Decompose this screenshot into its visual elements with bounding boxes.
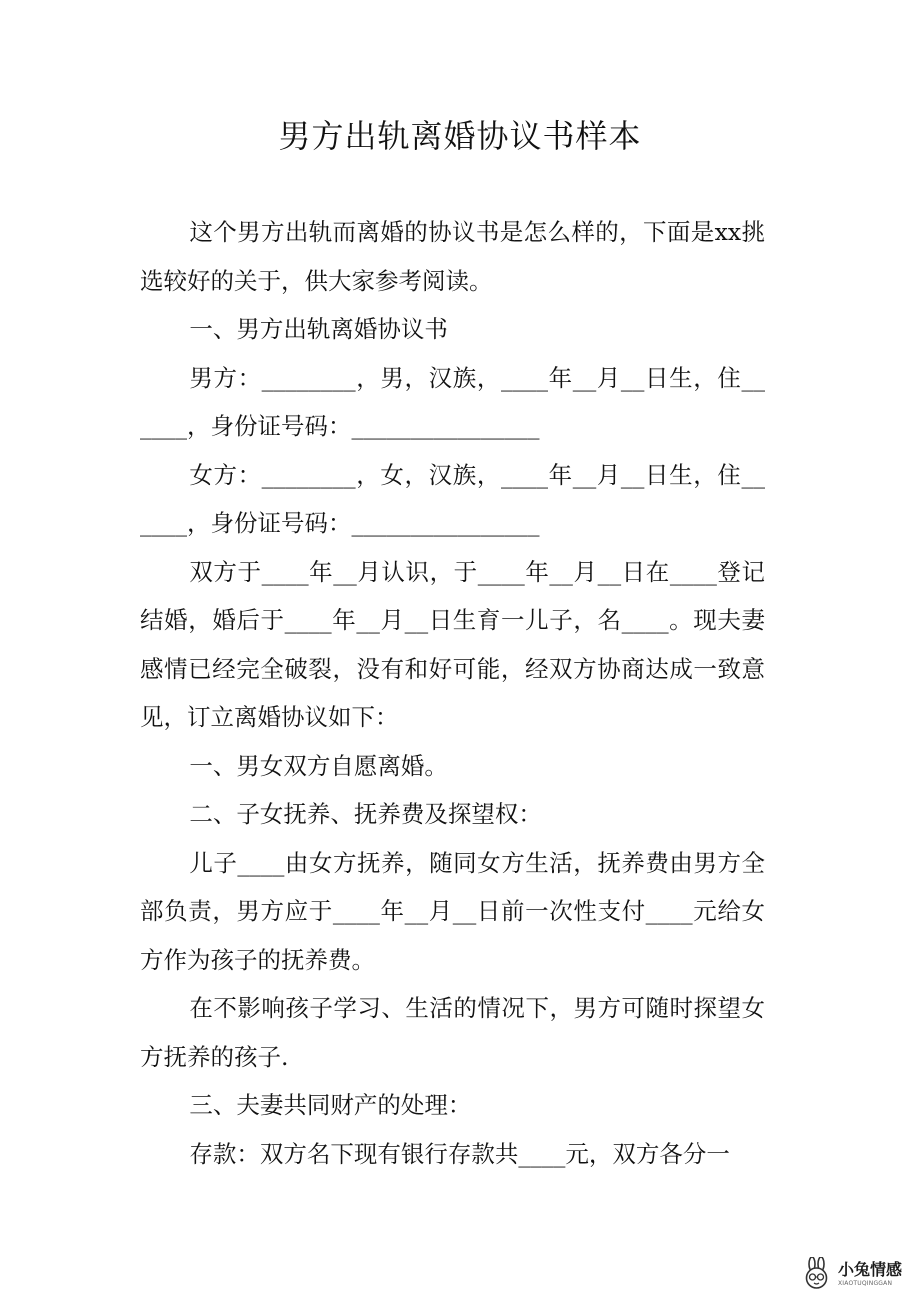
paragraph-savings: 存款：双方名下现有银行存款共____元，双方各分一 xyxy=(189,1139,730,1168)
watermark-subtitle: XIAOTUQINGGAN xyxy=(838,1279,893,1287)
rabbit-logo-icon xyxy=(800,1257,834,1291)
paragraph-clause-2-heading: 二、子女抚养、抚养费及探望权： xyxy=(189,800,542,828)
paragraph-wife-info: 女方：________，女，汉族，____年__月__日生，住______，身份证号码：________________ xyxy=(140,460,765,537)
watermark-text xyxy=(838,1259,903,1287)
paragraph-clause-3-heading: 三、夫妻共同财产的处理： xyxy=(189,1091,472,1119)
watermark xyxy=(800,1254,910,1294)
paragraph-visitation: 在不影响孩子学习、生活的情况下，男方可随时探望女方抚养的孩子. xyxy=(140,994,765,1071)
document-body xyxy=(140,208,765,1178)
paragraph-husband-info: 男方：________，男，汉族，____年__月__日生，住______，身份证号码：________________ xyxy=(140,363,765,440)
paragraph-section-heading: 一、男方出轨离婚协议书 xyxy=(189,315,448,343)
paragraph-child-support: 儿子____由女方抚养，随同女方生活，抚养费由男方全部负责，男方应于____年__月__日前一次性支付____元给女方作为孩子的抚养费。 xyxy=(140,848,765,974)
paragraph-clause-1: 一、男女双方自愿离婚。 xyxy=(189,751,448,780)
paragraph-marriage-background: 双方于____年__月认识，于____年__月__日在____登记结婚，婚后于____年__月__日生育一儿子，名____。现夫妻感情已经完全破裂，没有和好可能，经双方协商达成一致意见，订立离婚协议如下： xyxy=(140,557,765,731)
paragraph-intro: 这个男方出轨而离婚的协议书是怎么样的，下面是xx挑选较好的关于，供大家参考阅读。 xyxy=(140,218,765,295)
watermark-name: 小兔情感 xyxy=(838,1259,903,1279)
document-title: 男方出轨离婚协议书样本 xyxy=(278,117,642,155)
